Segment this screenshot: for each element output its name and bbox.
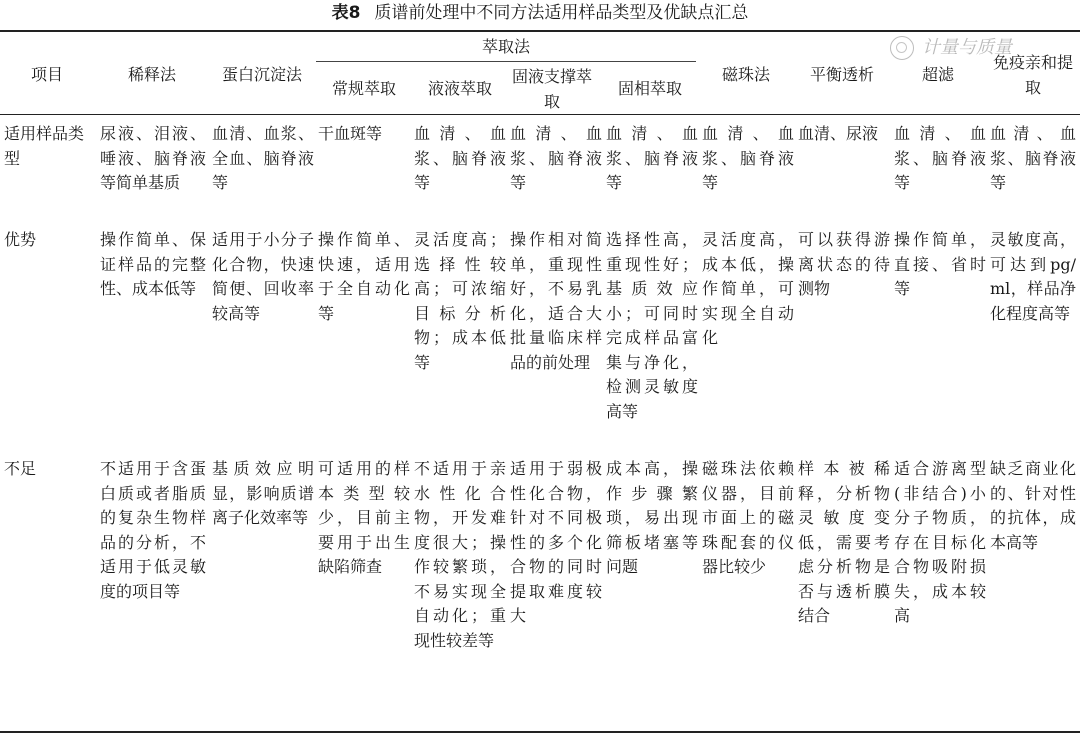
table-caption xyxy=(0,0,1080,28)
cell-sample-immuno: 血清、血浆、脑脊液等 xyxy=(990,124,1076,192)
cell-advantage-lle: 灵活度高；选择性较高；可浓缩目标分析物；成本低等 xyxy=(414,230,506,372)
header-item: 项目 xyxy=(30,65,63,84)
top-rule xyxy=(0,30,1080,32)
cell-disadvantage-sle: 适用于弱极性化合物，针对不同极性的多个化合物的同时提取难度较大 xyxy=(510,459,602,625)
watermark-text: 计量与质量 xyxy=(922,37,1012,58)
header-dilution: 稀释法 xyxy=(127,65,176,84)
header-precipitation: 蛋白沉淀法 xyxy=(221,65,302,84)
cell-disadvantage-dialysis: 样本被稀释，分析物灵敏度变低，需要考虑分析物是否与透析膜结合 xyxy=(798,459,890,625)
cell-advantage-immuno: 灵敏度高，可达到pg/ml，样品净化程度高等 xyxy=(990,230,1076,323)
header-dialysis: 平衡透析 xyxy=(809,65,874,84)
header-sle: 固液支撑萃取 xyxy=(512,67,593,111)
row-label-disadvantage: 不足 xyxy=(4,459,37,478)
bottom-rule xyxy=(0,731,1080,733)
header-extraction-group: 萃取法 xyxy=(481,37,530,56)
cell-sample-ultrafiltration: 血清、血浆、脑脊液等 xyxy=(894,124,986,192)
header-magnetic: 磁珠法 xyxy=(721,65,770,84)
header-conventional: 常规萃取 xyxy=(331,79,396,98)
cell-disadvantage-magnetic: 磁珠法依赖仪器，目前市面上的磁珠配套的仪器比较少 xyxy=(702,459,794,576)
cell-advantage-magnetic: 灵活度高，成本低，操作简单，可实现全自动化 xyxy=(702,230,794,347)
header-spe: 固相萃取 xyxy=(617,79,682,98)
cell-advantage-spe: 选择性高，重现性好；基质效应小；可同时完成样品富集与净化，检测灵敏度高等 xyxy=(606,230,698,421)
cell-sample-dilution: 尿液、泪液、唾液、脑脊液等简单基质 xyxy=(100,124,206,192)
cell-sample-lle: 血清、血浆、脑脊液等 xyxy=(414,124,506,192)
cell-advantage-dilution: 操作简单、保证样品的完整性、成本低等 xyxy=(100,230,206,298)
cell-sample-precipitation: 血清、血浆、全血、脑脊液等 xyxy=(212,124,314,192)
cell-disadvantage-immuno: 缺乏商业化的、针对性的抗体，成本高等 xyxy=(990,459,1076,552)
cell-disadvantage-conventional: 可适用的样本类型较少，目前主要用于出生缺陷筛查 xyxy=(318,459,410,576)
cell-advantage-conventional: 操作简单、快速，适用于全自动化等 xyxy=(318,230,410,323)
cell-disadvantage-dilution: 不适用于含蛋白质或者脂质的复杂生物样品的分析，不适用于低灵敏度的项目等 xyxy=(100,459,206,601)
header-ultrafiltration: 超滤 xyxy=(921,65,954,84)
cell-sample-spe: 血清、血浆、脑脊液等 xyxy=(606,124,698,192)
cell-sample-sle: 血清、血浆、脑脊液等 xyxy=(510,124,602,192)
header-immuno: 免疫亲和提取 xyxy=(992,53,1073,97)
extraction-subrule xyxy=(316,61,696,62)
cell-sample-magnetic: 血清、血浆、脑脊液等 xyxy=(702,124,794,192)
cell-disadvantage-spe: 成本高，操作步骤繁琐，易出现筛板堵塞等问题 xyxy=(606,459,698,576)
header-lle: 液液萃取 xyxy=(427,79,492,98)
row-label-advantage: 优势 xyxy=(4,230,37,249)
header-rule xyxy=(0,114,1080,115)
cell-advantage-ultrafiltration: 操作简单，直接、省时等 xyxy=(894,230,986,298)
watermark-logo-icon xyxy=(890,36,914,60)
cell-disadvantage-ultrafiltration: 适合游离型(非结合)小分子物质，存在目标化合物吸附损失，成本较高 xyxy=(894,459,986,625)
row-label-sample: 适用样品类型 xyxy=(4,124,84,168)
cell-advantage-sle: 操作相对简单，重现性好，不易乳化，适合大批量临床样品的前处理 xyxy=(510,230,602,372)
cell-disadvantage-precipitation: 基质效应明显，影响质谱离子化效率等 xyxy=(212,459,314,527)
cell-advantage-precipitation: 适用于小分子化合物，快速简便、回收率较高等 xyxy=(212,230,314,323)
table-number: 表8 xyxy=(331,3,361,23)
table-title: 质谱前处理中不同方法适用样品类型及优缺点汇总 xyxy=(374,3,749,23)
cell-sample-dialysis: 血清、尿液 xyxy=(798,124,879,143)
cell-disadvantage-lle: 不适用于亲水性化合物，开发难度很大；操作较繁琐，不易实现全自动化；重现性较差等 xyxy=(414,459,506,650)
cell-advantage-dialysis: 可以获得游离状态的待测物 xyxy=(798,230,890,298)
cell-sample-conventional: 干血斑等 xyxy=(318,124,383,143)
